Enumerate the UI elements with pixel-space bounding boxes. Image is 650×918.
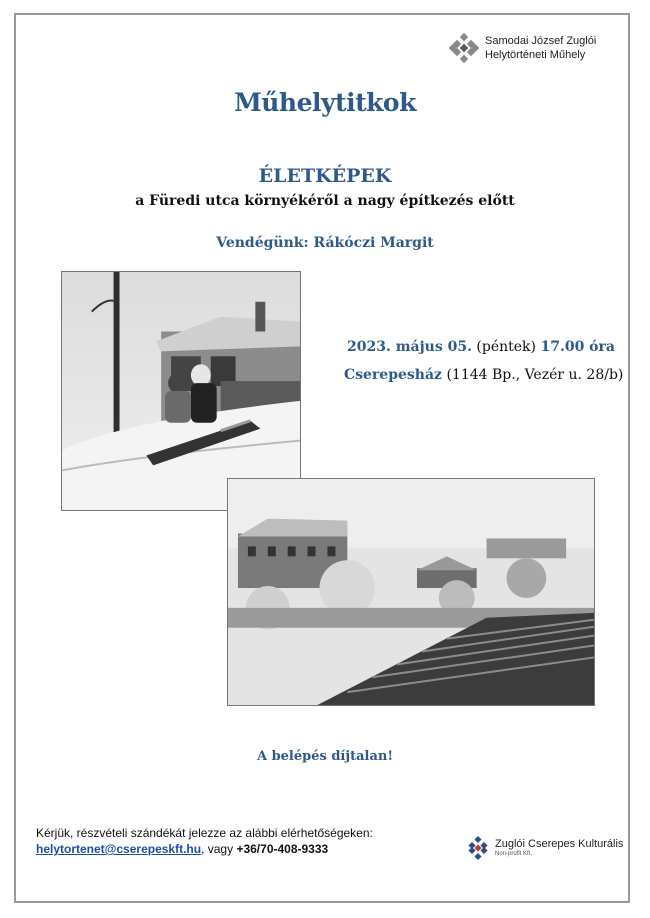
event-address: (1144 Bp., Vezér u. 28/b)	[446, 367, 624, 383]
event-subtitle: a Füredi utca környékéről a nagy építkezés előtt	[135, 193, 515, 209]
photo-sled-winter	[61, 271, 301, 511]
contact-phone: +36/70-408-9333	[236, 842, 329, 856]
event-venue: Cserepesház	[344, 367, 442, 383]
org-name-line1: Samodai József Zuglói	[485, 35, 597, 47]
free-entry-note: A belépés díjtalan!	[256, 749, 394, 764]
contact-block	[36, 825, 373, 857]
diamond-grid-logo-icon	[449, 33, 479, 63]
contact-intro: Kérjük, részvételi szándékát jelezze az alábbi elérhetőségeken:	[36, 826, 373, 840]
sponsor-name: Zuglói Cserepes Kulturális	[495, 838, 624, 850]
event-time: 17.00 óra	[540, 339, 615, 355]
contact-line	[36, 841, 373, 857]
sponsor-logo	[466, 836, 623, 860]
sponsor-legal: Non-profit Kft.	[495, 851, 533, 857]
event-venue-line	[344, 367, 623, 383]
event-datetime	[347, 339, 615, 355]
contact-email-link[interactable]: helytortenet@cserepeskft.hu	[36, 842, 202, 856]
guest-line: Vendégünk: Rákóczi Margit	[216, 235, 434, 251]
event-date: 2023. május 05.	[347, 339, 472, 355]
diamond-grid-logo-icon	[466, 836, 490, 860]
page-title: Műhelytitkok	[234, 88, 416, 117]
org-logo	[449, 33, 596, 63]
contact-separator: , vagy	[201, 842, 234, 856]
event-title: ÉLETKÉPEK	[258, 165, 392, 187]
event-day: (péntek)	[476, 339, 537, 355]
photo-street-view	[227, 478, 595, 706]
org-name-line2: Helytörténeti Műhely	[485, 49, 586, 61]
